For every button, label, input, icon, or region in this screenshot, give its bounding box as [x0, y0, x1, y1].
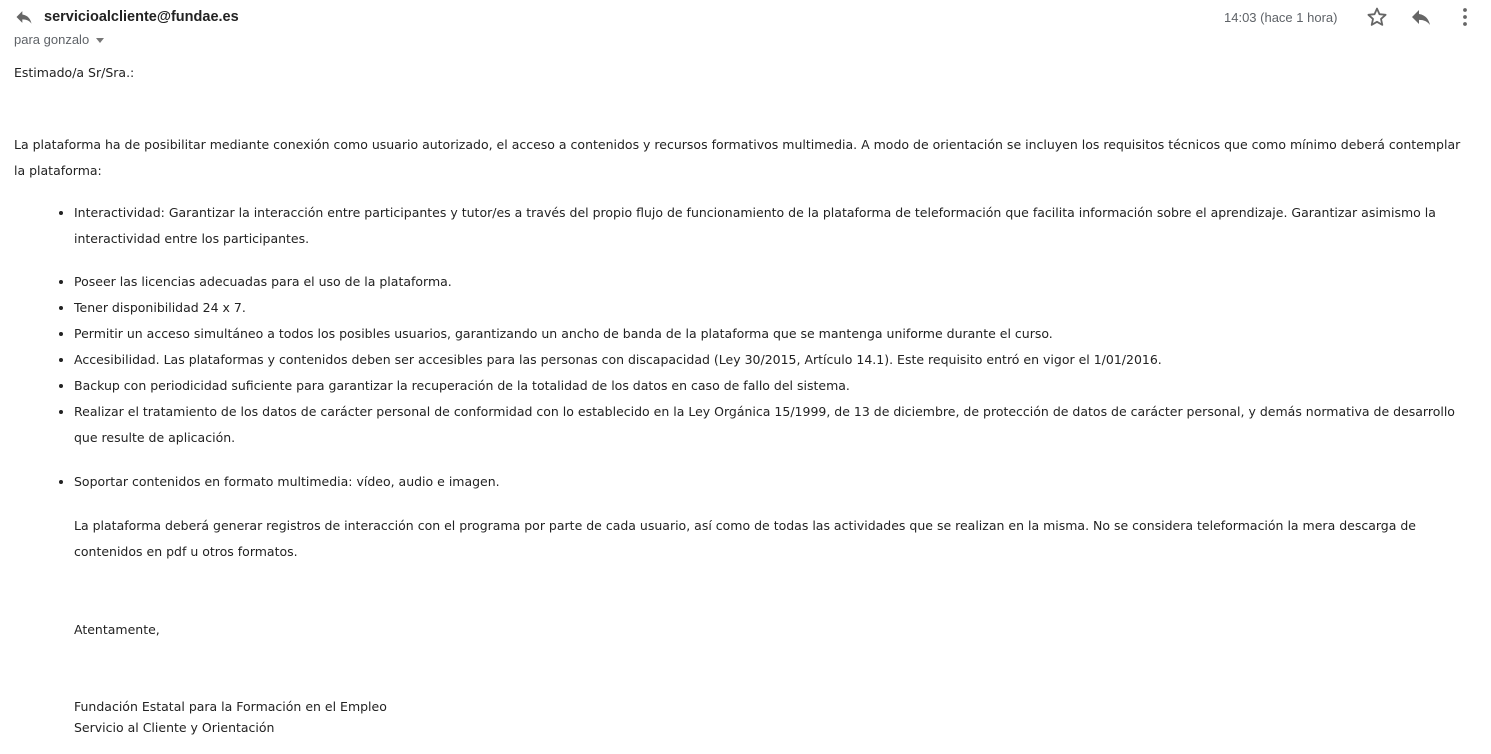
list-item: • Interactividad: Garantizar la interacción entre participantes y tutor/es a través del propio flujo de funcionamiento de la plataforma de teleformación que facilita información sobre el aprendizaje. Garantizar asimismo la interactividad entre los participantes.: [74, 200, 1474, 252]
recipient-details[interactable]: [14, 31, 104, 49]
list-item: • Tener disponibilidad 24 x 7.: [74, 295, 1474, 321]
recipient-label: para gonzalo: [14, 32, 90, 47]
star-icon[interactable]: [1365, 5, 1389, 29]
list-item: • Permitir un acceso simultáneo a todos los posibles usuarios, garantizando un ancho de banda de la plataforma que se mantenga uniforme durante el curso.: [74, 321, 1474, 347]
message-timestamp: 14:03 (hace 1 hora): [1224, 10, 1338, 25]
message-header: [0, 0, 1491, 52]
intro-paragraph: La plataforma ha de posibilitar mediante conexión como usuario autorizado, el acceso a contenidos y recursos formativos multimedia. A modo de orientación se incluyen los requisitos técnicos que como mínimo deberá contemplar la plataforma:: [14, 137, 1461, 178]
signature-organization: Fundación Estatal para la Formación en el Empleo: [74, 699, 387, 714]
list-item: • Soportar contenidos en formato multimedia: vídeo, audio e imagen.: [74, 469, 1474, 495]
registry-paragraph: La plataforma deberá generar registros de interacción con el programa por parte de cada usuario, así como de todas las actividades que se realizan en la misma. No se considera teleformación la mera descarga de contenidos en pdf u otros formatos.: [74, 518, 1416, 559]
list-item: • Poseer las licencias adecuadas para el uso de la plataforma.: [74, 269, 1474, 295]
reply-arrow-icon: [13, 7, 35, 27]
chevron-down-icon[interactable]: [96, 38, 104, 43]
closing: Atentamente,: [74, 622, 160, 637]
list-item: • Backup con periodicidad suficiente para garantizar la recuperación de la totalidad de los datos en caso de fallo del sistema.: [74, 373, 1474, 399]
signature-department: Servicio al Cliente y Orientación: [74, 720, 275, 735]
requirements-list: [14, 200, 1474, 495]
list-item: • Accesibilidad. Las plataformas y contenidos deben ser accesibles para las personas con discapacidad (Ley 30/2015, Artículo 14.1). Este requisito entró en vigor el 1/01/2016.: [74, 347, 1474, 373]
greeting: Estimado/a Sr/Sra.:: [14, 65, 135, 80]
list-item: • Realizar el tratamiento de los datos de carácter personal de conformidad con lo establecido en la Ley Orgánica 15/1999, de 13 de diciembre, de protección de datos de carácter personal, y demás normativa de desarrollo que resulte de aplicación.: [74, 399, 1474, 451]
reply-icon[interactable]: [1409, 5, 1433, 29]
more-vert-icon[interactable]: [1453, 5, 1477, 29]
sender-address[interactable]: servicioalcliente@fundae.es: [44, 9, 239, 25]
message-body: [14, 64, 1474, 738]
